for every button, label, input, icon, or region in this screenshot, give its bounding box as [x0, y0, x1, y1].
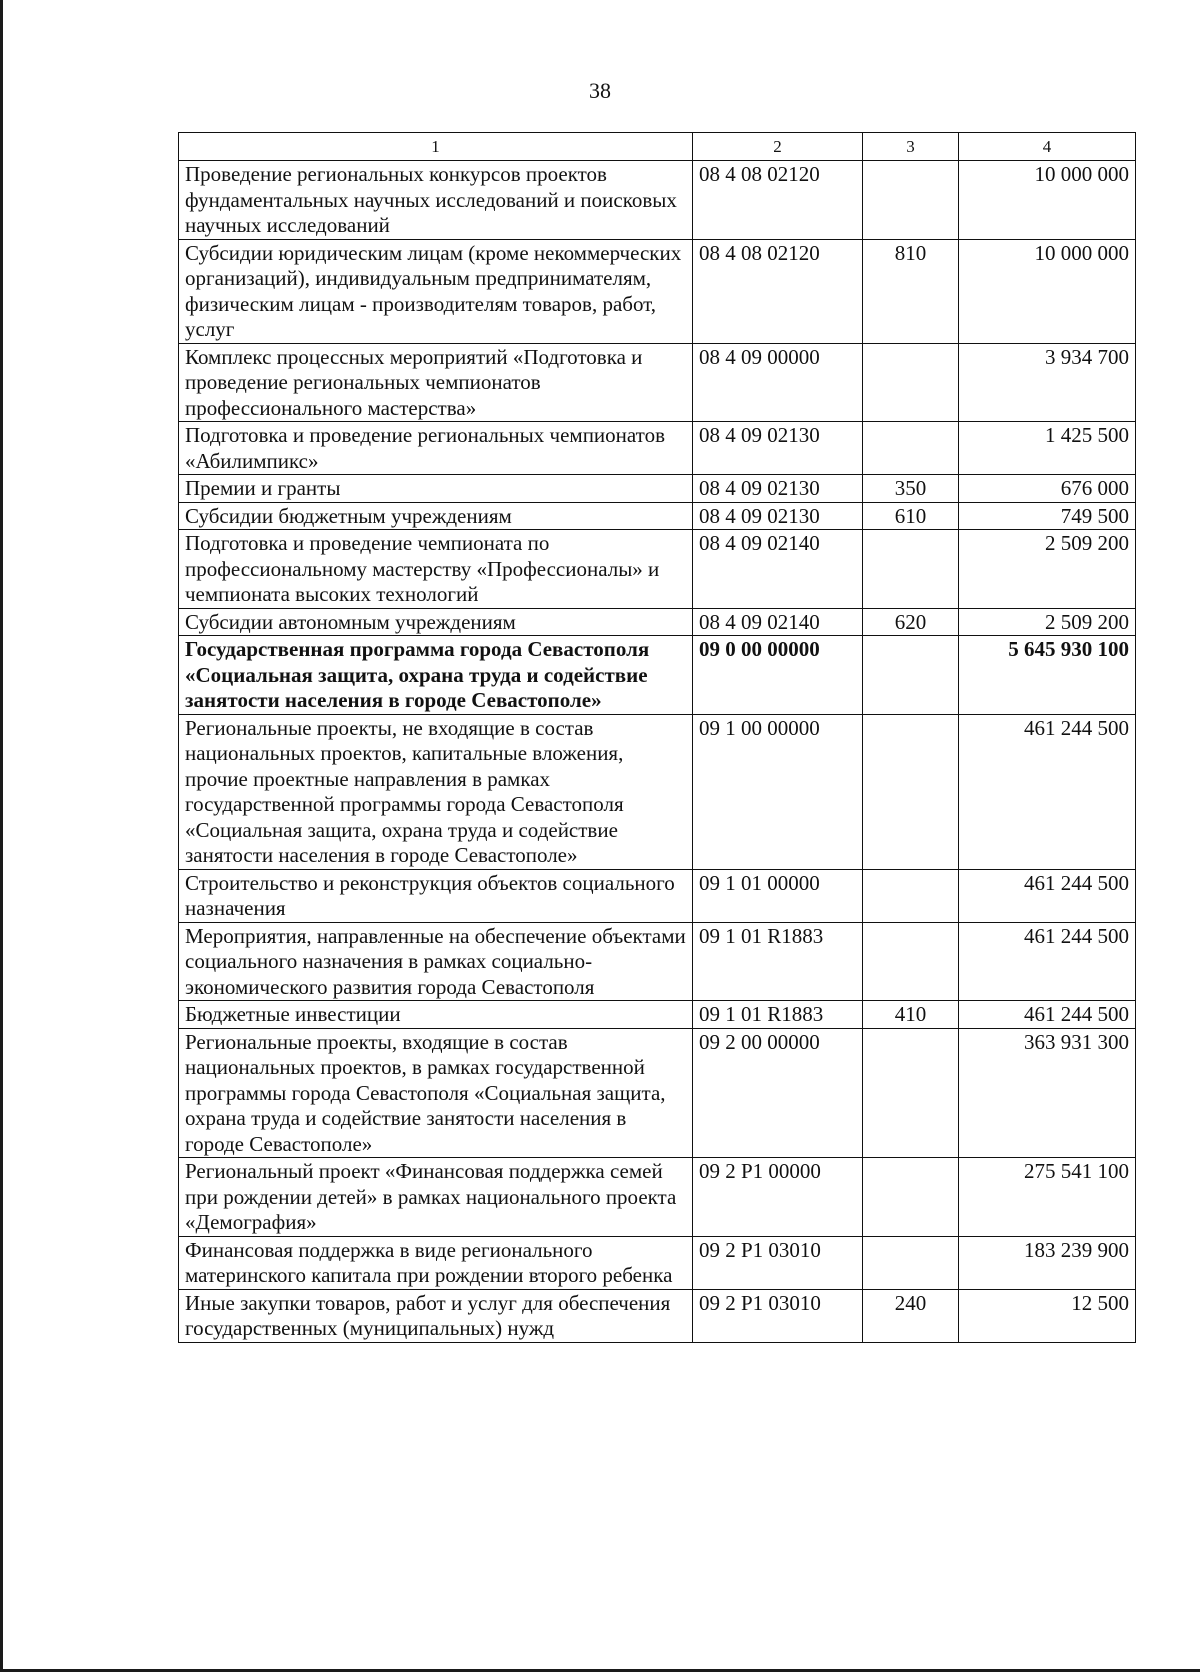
- cell-name: Комплекс процессных мероприятий «Подготовка и проведение региональных чемпионатов профессионального мастерства»: [179, 343, 693, 422]
- cell-name: Региональные проекты, не входящие в состав национальных проектов, капитальные вложения, прочие проектные направления в рамках государственной программы города Севастополя «Социальная защита, охрана труда и содействие занятости населения в городе Севастополе»: [179, 714, 693, 869]
- table-row: [179, 1236, 1136, 1289]
- table-row: [179, 1289, 1136, 1342]
- table-row: [179, 636, 1136, 715]
- cell-name: Финансовая поддержка в виде регионального материнского капитала при рождении второго ребенка: [179, 1236, 693, 1289]
- cell-amount: 5 645 930 100: [959, 636, 1136, 715]
- cell-kind: [863, 1028, 959, 1158]
- table-row: [179, 714, 1136, 869]
- cell-kind: 620: [863, 608, 959, 636]
- cell-kind: 810: [863, 239, 959, 343]
- cell-kind: [863, 1236, 959, 1289]
- cell-code: 09 1 01 R1883: [693, 922, 863, 1001]
- cell-code: 08 4 09 02130: [693, 502, 863, 530]
- cell-kind: [863, 161, 959, 240]
- cell-name: Проведение региональных конкурсов проектов фундаментальных научных исследований и поисковых научных исследований: [179, 161, 693, 240]
- cell-code: 08 4 08 02120: [693, 161, 863, 240]
- cell-kind: 350: [863, 475, 959, 503]
- cell-name: Государственная программа города Севастополя «Социальная защита, охрана труда и содействие занятости населения в городе Севастополе»: [179, 636, 693, 715]
- cell-name: Подготовка и проведение региональных чемпионатов «Абилимпикс»: [179, 422, 693, 475]
- cell-name: Субсидии юридическим лицам (кроме некоммерческих организаций), индивидуальным предпринимателям, физическим лицам - производителям товаров, работ, услуг: [179, 239, 693, 343]
- cell-amount: 183 239 900: [959, 1236, 1136, 1289]
- cell-name: Субсидии бюджетным учреждениям: [179, 502, 693, 530]
- cell-code: 08 4 09 02130: [693, 475, 863, 503]
- cell-code: 09 0 00 00000: [693, 636, 863, 715]
- cell-kind: [863, 1158, 959, 1237]
- cell-name: Бюджетные инвестиции: [179, 1001, 693, 1029]
- cell-kind: [863, 869, 959, 922]
- cell-amount: 461 244 500: [959, 714, 1136, 869]
- column-header-name: 1: [179, 133, 693, 161]
- column-header-kind: 3: [863, 133, 959, 161]
- table-row: [179, 530, 1136, 609]
- cell-kind: [863, 530, 959, 609]
- table-row: [179, 475, 1136, 503]
- table-row: [179, 422, 1136, 475]
- cell-name: Премии и гранты: [179, 475, 693, 503]
- cell-code: 09 2 P1 03010: [693, 1289, 863, 1342]
- cell-name: Мероприятия, направленные на обеспечение объектами социального назначения в рамках социально-экономического развития города Севастополя: [179, 922, 693, 1001]
- table-body: [179, 161, 1136, 1343]
- cell-code: 09 1 00 00000: [693, 714, 863, 869]
- cell-amount: 461 244 500: [959, 869, 1136, 922]
- cell-amount: 2 509 200: [959, 530, 1136, 609]
- table-row: [179, 608, 1136, 636]
- cell-amount: 2 509 200: [959, 608, 1136, 636]
- cell-code: 09 2 00 00000: [693, 1028, 863, 1158]
- table-row: [179, 1028, 1136, 1158]
- cell-code: 08 4 08 02120: [693, 239, 863, 343]
- cell-kind: 410: [863, 1001, 959, 1029]
- table-row: [179, 502, 1136, 530]
- cell-amount: 1 425 500: [959, 422, 1136, 475]
- cell-code: 08 4 09 02140: [693, 608, 863, 636]
- cell-amount: 12 500: [959, 1289, 1136, 1342]
- cell-name: Подготовка и проведение чемпионата по профессиональному мастерству «Профессионалы» и чемпионата высоких технологий: [179, 530, 693, 609]
- table-row: [179, 1158, 1136, 1237]
- column-header-amount: 4: [959, 133, 1136, 161]
- cell-kind: [863, 714, 959, 869]
- cell-code: 08 4 09 02140: [693, 530, 863, 609]
- cell-code: 08 4 09 00000: [693, 343, 863, 422]
- table-row: [179, 161, 1136, 240]
- cell-kind: 610: [863, 502, 959, 530]
- cell-amount: 275 541 100: [959, 1158, 1136, 1237]
- cell-name: Иные закупки товаров, работ и услуг для обеспечения государственных (муниципальных) нужд: [179, 1289, 693, 1342]
- cell-amount: 363 931 300: [959, 1028, 1136, 1158]
- cell-code: 09 2 P1 00000: [693, 1158, 863, 1237]
- table-header-row: [179, 133, 1136, 161]
- cell-name: Строительство и реконструкция объектов социального назначения: [179, 869, 693, 922]
- cell-amount: 676 000: [959, 475, 1136, 503]
- cell-name: Региональный проект «Финансовая поддержка семей при рождении детей» в рамках национального проекта «Демография»: [179, 1158, 693, 1237]
- cell-amount: 3 934 700: [959, 343, 1136, 422]
- cell-code: 09 1 01 00000: [693, 869, 863, 922]
- cell-amount: 749 500: [959, 502, 1136, 530]
- column-header-code: 2: [693, 133, 863, 161]
- table-row: [179, 1001, 1136, 1029]
- cell-amount: 10 000 000: [959, 239, 1136, 343]
- page-number: 38: [589, 78, 611, 103]
- cell-amount: 461 244 500: [959, 1001, 1136, 1029]
- table-row: [179, 869, 1136, 922]
- cell-amount: 10 000 000: [959, 161, 1136, 240]
- cell-amount: 461 244 500: [959, 922, 1136, 1001]
- cell-kind: [863, 343, 959, 422]
- cell-code: 09 2 P1 03010: [693, 1236, 863, 1289]
- budget-table: [178, 132, 1136, 1343]
- cell-kind: [863, 636, 959, 715]
- cell-kind: 240: [863, 1289, 959, 1342]
- cell-name: Субсидии автономным учреждениям: [179, 608, 693, 636]
- cell-name: Региональные проекты, входящие в состав национальных проектов, в рамках государственной программы города Севастополя «Социальная защита, охрана труда и содействие занятости населения в городе Севастополе»: [179, 1028, 693, 1158]
- scan-edge-left: [0, 0, 3, 1672]
- cell-kind: [863, 422, 959, 475]
- table-row: [179, 239, 1136, 343]
- table-row: [179, 922, 1136, 1001]
- cell-code: 08 4 09 02130: [693, 422, 863, 475]
- cell-kind: [863, 922, 959, 1001]
- table-row: [179, 343, 1136, 422]
- cell-code: 09 1 01 R1883: [693, 1001, 863, 1029]
